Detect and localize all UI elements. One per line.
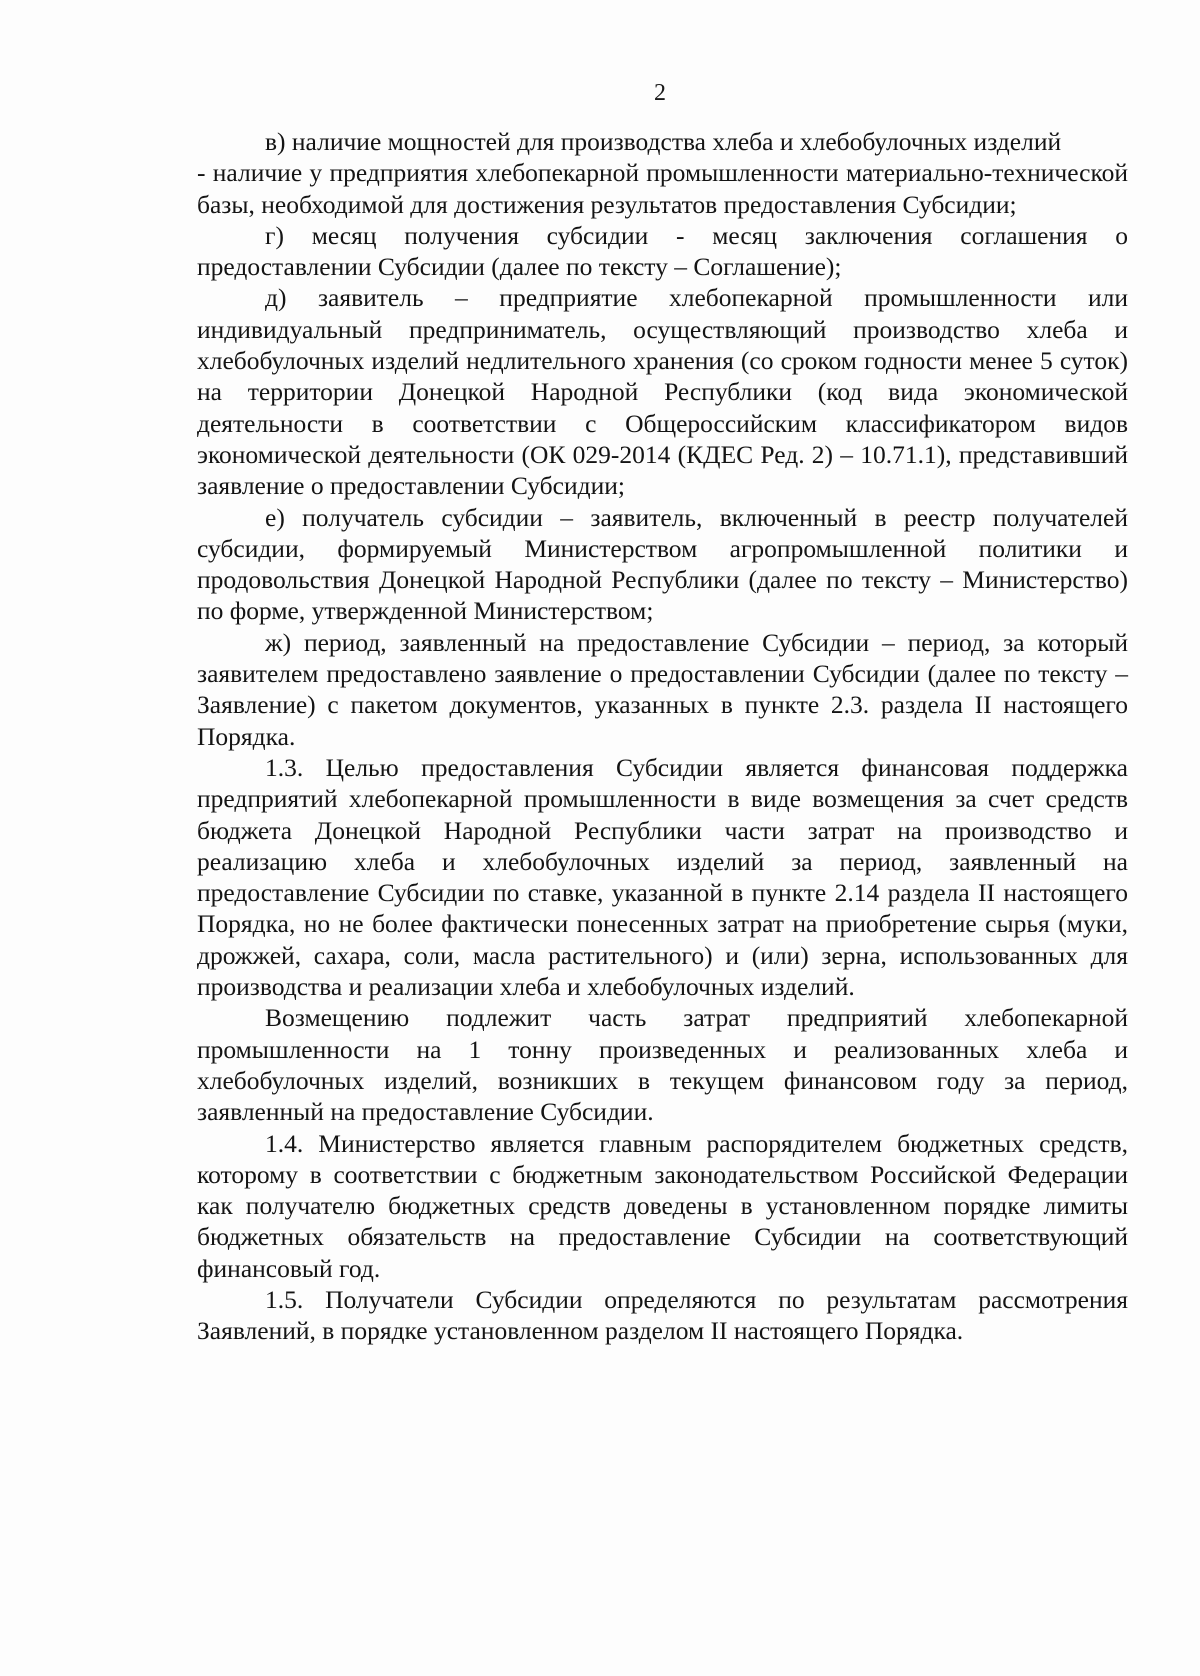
page-number: 2 (654, 80, 666, 106)
paragraph-1-3-goal: 1.3. Целью предоставления Субсидии является финансовая поддержка предприятий хлебопекарной промышленности в виде возмещения за счет средств бюджета Донецкой Народной Республики части затрат на производство и реализацию хлеба и хлебобулочных изделий за период, заявленный на предоставление Субсидии по ставке, указанной в пункте 2.14 раздела II настоящего Порядка, но не более фактически понесенных затрат на приобретение сырья (муки, дрожжей, сахара, соли, масла растительного) и (или) зерна, использованных для производства и реализации хлеба и хлебобулочных изделий. (197, 752, 1128, 1002)
paragraph-d-applicant: д) заявитель – предприятие хлебопекарной промышленности или индивидуальный предприниматель, осуществляющий производство хлеба и хлебобулочных изделий недлительного хранения (со сроком годности менее 5 суток) на территории Донецкой Народной Республики (код вида экономической деятельности в соответствии с Общероссийским классификатором видов экономической деятельности (ОК 029-2014 (КДЕС Ред. 2) – 10.71.1), представивший заявление о предоставлении Субсидии; (197, 283, 1128, 501)
document-body (197, 126, 1128, 1347)
paragraph-g-month: г) месяц получения субсидии - месяц заключения соглашения о предоставлении Субсидии (далее по тексту – Соглашение); (197, 220, 1128, 282)
paragraph-compensation: Возмещению подлежит часть затрат предприятий хлебопекарной промышленности на 1 тонну произведенных и реализованных хлеба и хлебобулочных изделий, возникших в текущем финансовом году за период, заявленный на предоставление Субсидии. (197, 1003, 1128, 1127)
paragraph-e-recipient: е) получатель субсидии – заявитель, включенный в реестр получателей субсидии, формируемый Министерством агропромышленной политики и продовольствия Донецкой Народной Республики (далее по тексту – Министерство) по форме, утвержденной Министерством; (197, 502, 1128, 626)
paragraph-v-capacity: в) наличие мощностей для производства хлеба и хлебобулочных изделий (265, 127, 1062, 156)
paragraph-v-definition: - наличие у предприятия хлебопекарной промышленности материально-технической базы, необходимой для достижения результатов предоставления Субсидии; (197, 158, 1128, 219)
paragraph-1-4-ministry: 1.4. Министерство является главным распорядителем бюджетных средств, которому в соответствии с бюджетным законодательством Российской Федерации как получателю бюджетных средств доведены в установленном порядке лимиты бюджетных обязательств на предоставление Субсидии на соответствующий финансовый год. (197, 1128, 1128, 1283)
paragraph-zh-period: ж) период, заявленный на предоставление Субсидии – период, за который заявителем предоставлено заявление о предоставлении Субсидии (далее по тексту – Заявление) с пакетом документов, указанных в пункте 2.3. раздела II настоящего Порядка. (197, 627, 1128, 751)
paragraph-1-5-recipients: 1.5. Получатели Субсидии определяются по результатам рассмотрения Заявлений, в порядке установленном разделом II настоящего Порядка. (197, 1284, 1128, 1346)
